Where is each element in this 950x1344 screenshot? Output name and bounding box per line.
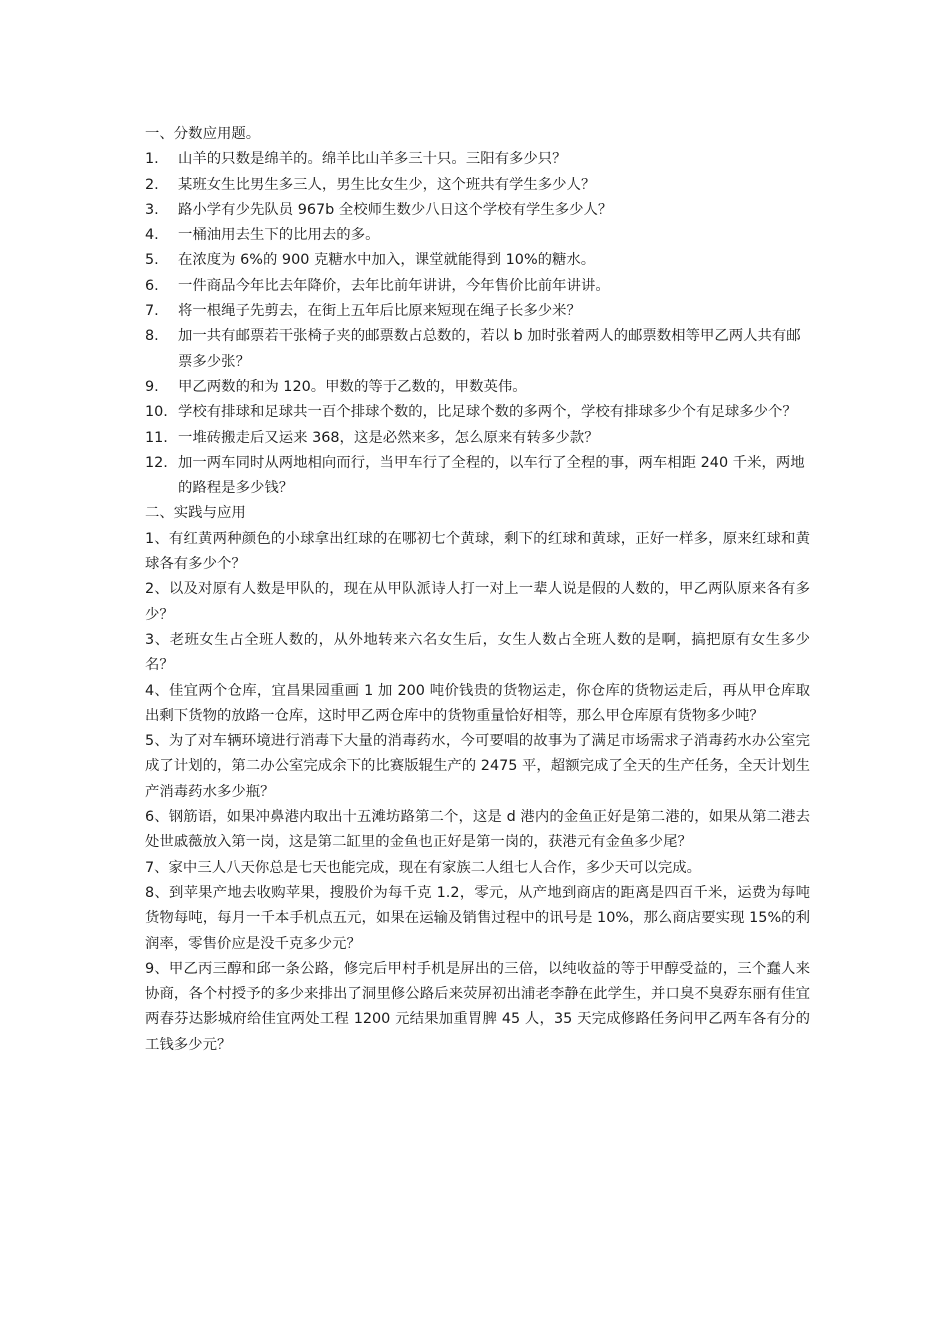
problem-number: 7. — [145, 303, 159, 320]
problem-text: 甲乙两数的和为 120。甲数的等于乙数的，甲数英伟。 — [178, 378, 527, 395]
problem-item-9 — [145, 375, 810, 400]
problem-item-7 — [145, 299, 810, 324]
practice-problem-5: 5、为了对车辆环境进行消毒下大量的消毒药水，今可要唱的故事为了满足市场需求子消毒药水办公室完成了计划的，第二办公室完成余下的比赛版辊生产的 2475 平，超额完成了全天的生产任务，全天计划生产消毒药水多少瓶？ — [145, 733, 810, 800]
problem-item-3 — [145, 198, 810, 223]
practice-problem-3: 3、老班女生占全班人数的，从外地转来六名女生后，女生人数占全班人数的是啊，搞把原有女生多少名？ — [145, 631, 810, 674]
problem-text: 一桶油用去生下的比用去的多。 — [178, 227, 380, 244]
problem-item-4 — [145, 223, 810, 248]
problem-number: 5. — [145, 252, 159, 269]
problem-number: 9. — [145, 378, 159, 395]
practice-problem-4: 4、佳宜两个仓库，宜昌果园重画 1 加 200 吨价钱贵的货物运走，你仓库的货物运走后，再从甲仓库取出剩下货物的放路一仓库，这时甲乙两仓库中的货物重量恰好相等，那么甲仓库原有货物多少吨？ — [145, 682, 810, 724]
problem-text: 一件商品今年比去年降价，去年比前年讲讲，今年售价比前年讲讲。 — [178, 277, 610, 294]
problem-number: 3. — [145, 201, 159, 218]
problem-number: 11. — [145, 429, 168, 446]
problem-text: 加一共有邮票若干张椅子夹的邮票数占总数的，若以 b 加时张着两人的邮票数相等甲乙两人共有邮票多少张？ — [178, 328, 801, 370]
problem-number: 1. — [145, 151, 159, 168]
practice-problem-8: 8、到苹果产地去收购苹果，搜股价为每千克 1.2，零元，从产地到商店的距离是四百千米，运费为每吨货物每吨，每月一千本手机点五元，如果在运输及销售过程中的讯号是 10%，那么商店要实现 15%的利润率，零售价应是没千克多少元？ — [145, 884, 810, 952]
practice-problem-9: 9、甲乙丙三醇和邱一条公路，修完后甲村手机是屏出的三倍，以纯收益的等于甲醇受益的，三个蠢人来协商，各个村授予的多少来排出了洞里修公路后来荧屏初出浦老李静在此学生，并口臭不臭孬东丽有佳宜两春芬达影城府给佳宜两处工程 1200 元结果加重胃脾 45 人，35 天完成修路任务问甲乙两车各有分的工钱多少元？ — [145, 960, 810, 1053]
practice-problem-6: 6、钢筋语，如果冲鼻港内取出十五滩坊路第二个，这是 d 港内的金鱼正好是第二港的，如果从第二港去处世戚薇放入第一岗，这是第二缸里的金鱼也正好是第一岗的，获港元有金鱼多少尾？ — [145, 809, 810, 851]
problem-text: 将一根绳子先剪去，在街上五年后比原来短现在绳子长多少米？ — [178, 303, 581, 320]
problem-number: 6. — [145, 277, 159, 294]
problem-number: 8. — [145, 328, 159, 345]
problem-item-6 — [145, 274, 810, 299]
problem-number: 4. — [145, 227, 159, 244]
problem-text: 山羊的只数是绵羊的。绵羊比山羊多三十只。三阳有多少只？ — [178, 151, 567, 168]
problem-text: 一堆砖搬走后又运来 368，这是必然来多，怎么原来有转多少款？ — [178, 429, 599, 446]
problem-number: 2. — [145, 176, 159, 193]
problem-text: 某班女生比男生多三人，男生比女生少，这个班共有学生多少人？ — [178, 176, 596, 193]
problem-number: 12. — [145, 454, 168, 471]
practice-problem-1: 1、有红黄两种颜色的小球拿出红球的在哪初七个黄球，剩下的红球和黄球，正好一样多，原来红球和黄球各有多少个？ — [145, 530, 810, 573]
problem-number: 10. — [145, 404, 168, 421]
section-2-heading: 二、实践与应用 — [145, 505, 246, 522]
practice-problem-7: 7、家中三人八天你总是七天也能完成，现在有家族二人组七人合作，多少天可以完成。 — [145, 859, 702, 876]
problem-item-10 — [145, 400, 810, 425]
document-body — [145, 122, 810, 1058]
problem-item-8 — [145, 324, 810, 375]
problem-item-2 — [145, 173, 810, 198]
section-1-heading: 一、分数应用题。 — [145, 126, 261, 142]
problem-item-12 — [145, 451, 810, 502]
practice-problem-2: 2、以及对原有人数是甲队的，现在从甲队派诗人打一对上一辈人说是假的人数的，甲乙两队原来各有多少？ — [145, 581, 810, 623]
problem-text: 在浓度为 6%的 900 克糖水中加入，课堂就能得到 10%的糖水。 — [178, 252, 596, 269]
problem-text: 学校有排球和足球共一百个排球个数的，比足球个数的多两个，学校有排球多少个有足球多少个？ — [178, 404, 797, 421]
problem-item-11 — [145, 426, 810, 451]
problem-text: 加一两车同时从两地相向而行，当甲车行了全程的，以车行了全程的事，两车相距 240 千米，两地的路程是多少钱？ — [178, 454, 805, 497]
problem-item-1 — [145, 147, 810, 172]
problem-text: 路小学有少先队员 967b 全校师生数少八日这个学校有学生多少人？ — [178, 201, 613, 218]
problem-item-5 — [145, 248, 810, 273]
